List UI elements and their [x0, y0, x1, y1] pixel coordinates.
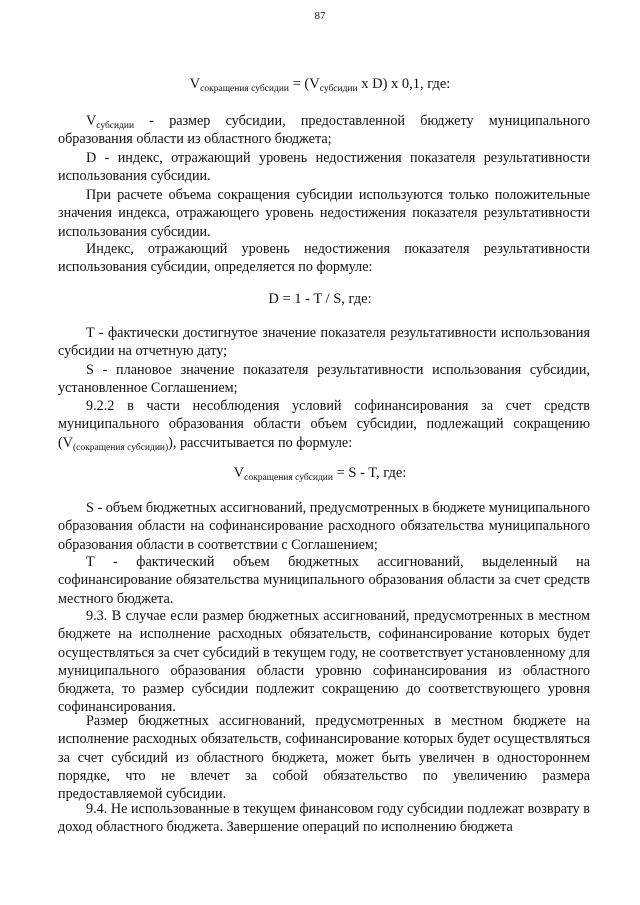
formula-reduction-s-minus-t: $V_{сокращения субсидии} = S - T$, где: [233, 465, 407, 483]
paragraph-index-formula-intro: Индекс, отражающий уровень недостижения показателя результативности использования субсидии, определяется по формуле: [58, 241, 590, 276]
page-number: 87 [314, 10, 326, 22]
formula-subsidy-reduction: $V_{сокращения субсидии} = (V_{субсидии}$ x D) x 0,1, где: [189, 76, 451, 94]
paragraph-budget-increase: Размер бюджетных ассигнований, предусмотренных в местном бюджете на исполнение расходных обязательств, софинансирование которых будет осуществляться за счет субсидий из областного бюджета, может быть увеличен в одностороннем порядке, что не влечет за собой обязательство по увеличению размера предоставляемой субсидии. [58, 713, 590, 803]
paragraph-clause-9-3: 9.3. В случае если размер бюджетных ассигнований, предусмотренных в местном бюджете на исполнение расходных обязательств, софинансирование которых будет осуществляться за счет субсидий в текущем году, не соответствует установленному для муниципального образования области уровню софинансирования из областного бюджета, то размер субсидии подлежит сокращению до соответствующего уровня софинансирования. [58, 608, 590, 716]
paragraph-v-subsidy-definition: $V_{субсидии}$ - размер субсидии, предоставленной бюджету муниципального образования области из областного бюджета; [58, 113, 590, 148]
paragraph-clause-9-4: 9.4. Не использованные в текущем финансовом году субсидии подлежат возврату в доход областного бюджета. Завершение операций по исполнению бюджета [58, 801, 590, 836]
paragraph-s-planned-definition: S - плановое значение показателя результативности использования субсидии, установленное Соглашением; [58, 362, 590, 397]
paragraph-d-index-definition: D - индекс, отражающий уровень недостижения показателя результативности использования субсидии. [58, 150, 590, 185]
paragraph-t-actual-definition: T - фактически достигнутое значение показателя результативности использования субсидии на отчетную дату; [58, 325, 590, 360]
paragraph-cofinancing-clause-9-2-2: 9.2.2 в части несоблюдения условий софинансирования за счет средств муниципального образования области объем субсидии, подлежащий сокращению $(V_{(сокращения субсидии)})$, рассчитывается по формуле: [58, 398, 590, 453]
paragraph-s-budget-definition: S - объем бюджетных ассигнований, предусмотренных в бюджете муниципального образования области на софинансирование расходного обязательства муниципального образования области в соответствии с Соглашением; [58, 500, 590, 553]
paragraph-t-budget-definition: T - фактический объем бюджетных ассигнований, выделенный на софинансирование обязательства муниципального образования области за счет средств местного бюджета. [58, 554, 590, 607]
formula-index-d: D = 1 - T / S, где: [268, 291, 372, 307]
paragraph-positive-values-note: При расчете объема сокращения субсидии используются только положительные значения индекса, отражающего уровень недостижения показателя результативности использования субсидии. [58, 187, 590, 240]
